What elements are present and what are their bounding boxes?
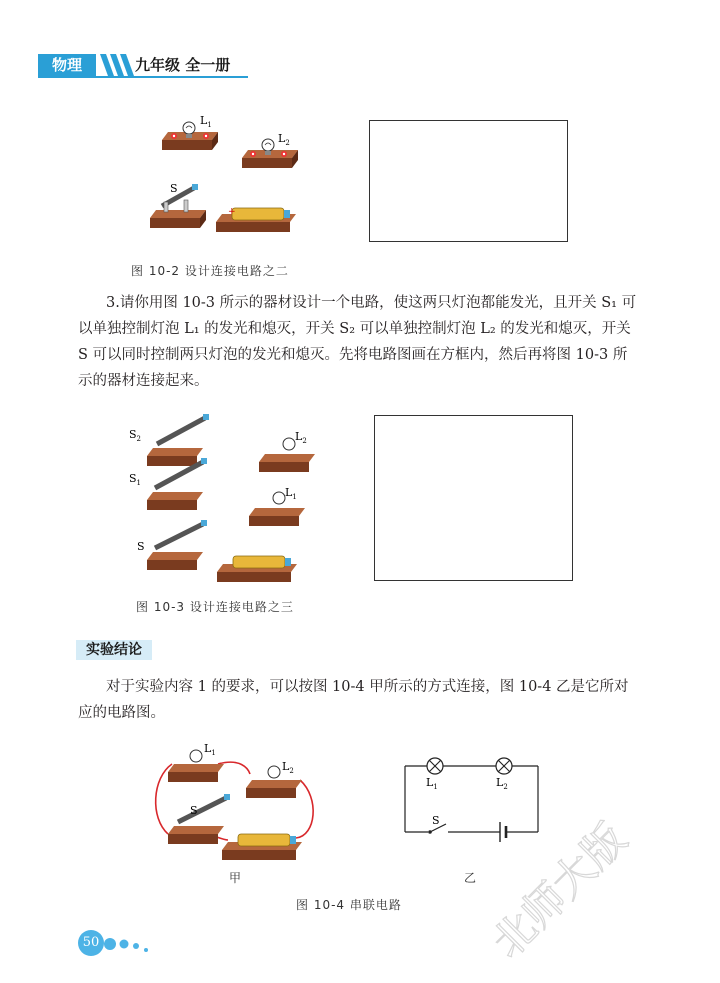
label-l1: $L_1$: [200, 114, 212, 129]
figure-10-3-apparatus: [125, 410, 315, 585]
diagram-label-s: S: [432, 814, 440, 827]
header-slash-decoration: [98, 54, 132, 76]
diagram-label-l1: $L_1$: [426, 776, 438, 791]
subject-tab: 物理: [38, 54, 96, 76]
page-dots-decoration: [104, 934, 154, 956]
label-s1: $S_1$: [129, 472, 142, 487]
figure-10-4-left-apparatus: [150, 738, 320, 868]
label-l2: $L_2$: [278, 132, 290, 147]
figure-10-4-right-label: 乙: [464, 871, 478, 885]
figure-10-3-answer-box[interactable]: [374, 415, 573, 581]
figure-10-2-caption: 图 10-2 设计连接电路之二: [131, 264, 289, 278]
label-s-fig4: S: [190, 804, 198, 817]
label-l1-fig4: $L_1$: [204, 742, 216, 757]
svg-text:北师大版: 北师大版: [482, 813, 636, 968]
label-s: S: [170, 182, 178, 195]
svg-text:+: +: [228, 207, 236, 217]
book-title: 九年级 全一册: [135, 56, 231, 74]
label-l2-fig3: $L_2$: [295, 430, 307, 445]
task-3-paragraph: 3.请你用图 10-3 所示的器材设计一个电路，使这两只灯泡都能发光，且开关 S₁ 可以单独控制灯泡 L₁ 的发光和熄灭，开关 S₂ 可以单独控制灯泡 L₂ 的发光和熄灭，开关 S 可以同时控制两只灯泡的发光和熄灭。先将电路图画在方框内，然后再将图 10-3 所示的器材连接起来。: [78, 295, 637, 389]
figure-10-2-answer-box[interactable]: [369, 120, 568, 242]
figure-10-3-caption: 图 10-3 设计连接电路之三: [136, 600, 294, 614]
header-rule: [38, 76, 248, 78]
label-l1-fig3: $L_1$: [285, 486, 297, 501]
figure-10-4-left-label: 甲: [229, 871, 243, 885]
section-title-conclusion: 实验结论: [76, 640, 152, 660]
label-l2-fig4: $L_2$: [282, 760, 294, 775]
figure-10-4-caption: 图 10-4 串联电路: [296, 898, 402, 912]
label-s-fig3: S: [137, 540, 145, 553]
page-number: 50: [78, 930, 104, 956]
figure-10-2-apparatus: [150, 110, 320, 240]
diagram-label-l2: $L_2$: [496, 776, 508, 791]
conclusion-paragraph: 对于实验内容 1 的要求，可以按图 10-4 甲所示的方式连接，图 10-4 乙是它所对应的电路图。: [78, 679, 629, 721]
label-s2: $S_2$: [129, 428, 142, 443]
